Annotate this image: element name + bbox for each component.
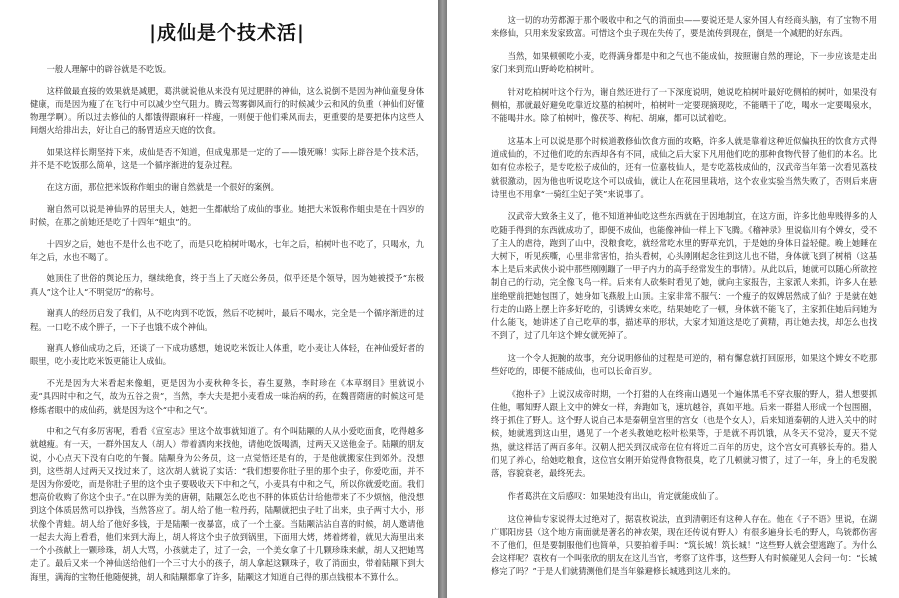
left-page [0,0,438,598]
paragraph: 这基本上可以说是那个时候道教修仙饮食方面的攻略，许多人就是靠着这种近似偏执狂的饮食方式得道成仙的，不过他们吃的东西却各有不同，成仙之后大家下凡用他们吃的那种食物代替了他们的本名。比如有位赤松子，是专吃松子成仙的，还有一位嘉枝仙人，是专吃荔枝成仙的，汉武帝当年第一次看见荔枝就很激动，因为他也听说吃这个可以成仙，就让人在花园里栽培，这个农业实验当然失败了，否则后来唐诗里也不用拿“一骑红尘妃子笑”来说事了。 [491,135,877,199]
paragraph: 不光是因为大米看起来像蛆，更是因为小麦秋种冬长，春生夏熟，李时珍在《本草纲目》里就说小麦“具四时中和之气，故为五谷之贵”，当然，李大夫是把小麦看成一味治病的药，在魏晋隋唐的时候这可是修炼者眼中的成仙药，就是因为这个“中和之气”。 [30,378,424,415]
paragraph: 《抱朴子》上说汉成帝时期，一个打猎的人在终南山遇见一个遍体黑毛不穿衣服的野人，猎人想要抓住他，哪知野人跟上文中的婢女一样，奔跑如飞，速坑越谷，真如平地。后来一群猎人形成一个包围圈，终于抓住了野人。这个野人说自己本是秦朝皇宫里的宫女（也是个女人），后来知道秦朝的人进入关中的时候，她就逃到这山里，遇见了一个老头教她吃松叶松果等，于是就不再饥饿，从冬天不觉冷，夏天不觉热，就这样活了两百多年。汉朝人把关到汉成帝在位有将近二百年的历史，这个宫女可真够长寿的。猎人们见了养心，给她吃粮食，这位宫女刚开始觉得食物很臭，吃了几顿就习惯了，过了一年，身上的毛发脱落，容貌衰老，最终死去。 [491,388,877,479]
paragraph: 当然，如果顿顿吃小麦，吃得满身都是中和之气也不能成仙，按照谢自然的理论，下一步应该是走出家门来到荒山野岭吃柏树叶。 [491,50,877,75]
paragraph: 这一切的功劳都源于那个吸收中和之气的消面虫——要说还是人家外国人有经商头脑，有了宝物不用来修仙，只用来发家致富。可惜这个虫子现在失传了，要是流传到现在，倒是一个减肥的好东西。 [491,15,877,39]
paragraph: 十四岁之后，她也不是什么也不吃了，而是只吃柏树叶喝水，七年之后，柏树叶也不吃了，只喝水，九年之后，水也不喝了。 [30,238,424,262]
paragraph: 在这方面，那位把米饭称作蛆虫的谢自然就是一个很好的案例。 [46,181,279,192]
paragraph: 这样做最直接的效果就是减肥，葛洪就说他从来没有见过肥胖的神仙，这么说倒不是因为神仙童叟身体健康，而是因为瘦了在飞行中可以减少空气阻力。腾云驾雾御风而行的时候减少云和风的负重（神仙们好懂物理学啊）。所以过去修仙的人都饿得跟麻秆一样瘦，一则便于他们乘风而去，更重要的是要把体内这些人间烟火给排出去，好让自己的肠胃适应天庭的饮食。 [30,85,424,136]
page-title: |成仙是个技术活| [149,22,305,44]
right-page [447,0,899,598]
paragraph: 一般人理解中的辟谷就是不吃饭。 [46,64,172,74]
paragraph: 汉武帝大致条主义了，他不知道神仙吃这些东西就在于因地制宜，在这方面，许多比他卑贱得多的人吃随手得到的东西就成功了，即便不成仙，也能像神仙一样上下飞腾。《稽神录》里说临川有个婢女，受不了主人的虐待，跑到了山中，没粮食吃，就经常吃水里的野草充饥，于是她的身体日益轻健。晚上她睡在大树下，听见疾嘶，心里非常害怕，抬头看树，心头刚刚起念往到这儿也不错，身体就飞到了树梢（这基本上是后来武侠小说中那些刚刚蹦了一甲子内力的高手经常发生的事情）。从此以后，她就可以随心所欲控制自己的行动，完全像飞鸟一样。后来有人砍柴时看见了她，就向主家报告，主家派人来抓，许多人在悬崖绝壁前把她包围了，她身如飞燕般上山顶。主家非常不服气：一个瘦子的奴婢居然成了仙？于是就在她行走的山路上摆上许多好吃的，引诱婢女来吃，结果她吃了一顿，身体就不能飞了，主家抓住她后问她为什么能飞，她讲述了自己吃草的事，描述草的形状，大家才知道这是吃了黄精，再让她去找，却怎么也找不到了，过了几年这个婢女就死掉了。 [491,211,877,341]
paragraph: 谢真人修仙成功之后，还谈了一下成功感想，她说吃米饭让人体重，吃小麦让人体轻，在神仙爱好者的眼里，吃小麦比吃米饭更能让人成仙。 [30,343,424,367]
paragraph: 她顶住了世俗的舆论压力，继续绝食，终于当上了天庭公务员，似乎还是个领导，因为她被授予“东极真人”这个让人“不明觉厉”的称号。 [30,273,424,297]
paragraph: 谢自然可以说是神仙界的居里夫人，她把一生都献给了成仙的事业。她把大米饭称作蛆虫是在十四岁的时候，在那之前她还是吃了十四年“蛆虫”的。 [30,203,424,227]
paragraph: 中和之气有多厉害呢，看看《宣室志》里这个故事就知道了。有个叫陆颙的人从小爱吃面食，吃得越多就越瘦。有一天，一群外国友人（胡人）带着酒肉来找他，请他吃饭喝酒，过两天又送他金子。陆颙的朋友说，小心点天下没有白吃的午餐。陆颙身为公务员，这一点觉悟还是有的，于是他就搬家住到郊外。没想到，这些胡人过两天又找过来了，这次胡人就说了实话：“我们想要你肚子里的那个虫子，你爱吃面，并不是因为你爱吃，而是你肚子里的这个虫子要吸收天下中和之气，小麦具有中和之气，所以你就爱吃面。我们想高价收购了你这个虫子。”在以胖为美的唐朝，陆颙怎么吃也不胖的体质估计给他带来了不少烦恼，他没想到这个体质居然可以挣钱，当然答应了。胡人给了他一粒丹药，陆颙就把虫子吐了出来，虫子两寸大小，形状像个青蛙。胡人给了他好多钱，于是陆颙一夜暴富，成了一个土豪。当陆颙沾沾自喜的时候，胡人邀请他一起去大海上看看，他们来到大海上，胡人将这个虫子放到锅里，下面用大烤，烤着烤着，就见大海里出来一个小孩献上一颗珍珠，胡人大骂，小孩就走了，过了一会，一个美女拿了十几颗珍珠来献，胡人又把她骂走了。最后又来一个神仙送给他们一个三寸大小的孩子，胡人拿起这颗珠子，收了消面虫，带着陆颙下到大海里，满海的宝物任他随便挑，胡人和陆颙都拿了许多，陆颙这才知道自己得的那点钱根本不算什么。 [30,426,424,582]
paragraph: 如果这样长期坚持下来，成仙是否不知道，但成鬼那是一定的了——饿死嘛！实际上辟谷是个技术活，并不是不吃饭那么简单，这是一个循序渐进的复杂过程。 [30,147,424,171]
page-gutter [438,0,447,598]
paragraph: 谢真人的经历启发了我们，从不吃肉到不吃饭，然后不吃树叶，最后不喝水，完全是一个循序渐进的过程。一口吃不成个胖子，一下子也饿不成个神仙。 [30,308,424,332]
paragraph: 这位神仙专家说得太过绝对了，据袁枚说法，直到清朝还有这种人存在。他在《子不语》里说，在湖广郧阳房县（这个地方南面就是著名的神农架，现在还传说有野人）有很多遍身长毛的野人，鸟铳都伤害不了他们，但是要制服他们也简单，只要拍着手叫：“筑长城！筑长城！”这些野人就会望逃跑了。为什么会这样呢？袁枚有一个叫张欣的朋友在这儿当官，考察了这件事，这些野人有时候碰见人会问一句：“长城修完了吗？”于是人们就猜测他们是当年躲避修长城逃到这儿来的。 [491,513,877,577]
paragraph: 作者葛洪在文后感叹：如果她没有出山，肯定就能成仙了。 [507,490,724,501]
paragraph: 针对吃柏树叶这个行为，谢自然还进行了一下深度说明，她说吃柏树叶最好吃侧柏的树叶，如果没有侧柏，那就最好避免吃靠近坟墓的柏树叶，柏树叶一定要现摘现吃，不能晒干了吃，喝水一定要喝泉水，不能喝井水。除了柏树叶，像茯苓、枸杞、胡麻，都可以试着吃。 [491,86,877,124]
paragraph: 这一个令人扼腕的故事，充分说明修仙的过程是可逆的，稍有懈怠就打回原形，如果这个婢女不吃那些好吃的，即便不能成仙，也可以长命百岁。 [491,352,877,377]
